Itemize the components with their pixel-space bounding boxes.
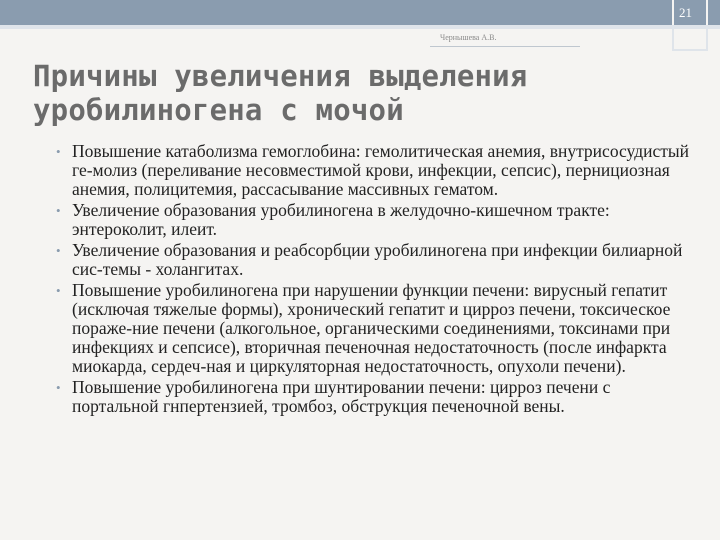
author-underline <box>430 46 580 47</box>
author-label: Чернышева А.В. <box>440 33 497 42</box>
bullet-text: Повышение уробилиногена при шунтировании печени: цирроз печени с портальной гнпертензией, тромбоз, обструкция печеночной вены. <box>72 377 611 416</box>
slide-title-line-1: Причины увеличения выделения <box>33 59 528 93</box>
slide-title-line-2: уробилиногена с мочой <box>33 93 404 127</box>
bullet-item <box>50 378 690 416</box>
page-number: 21 <box>679 5 692 20</box>
bullet-text: Повышение катаболизма гемоглобина: гемолитическая анемия, внутрисосудистый ге-молиз (переливание несовместимой крови, инфекции, сепсис), пернициозная анемия, полицитемия, рассасывание массивных гематом. <box>72 141 689 199</box>
bullet-icon: • <box>56 144 61 159</box>
bullet-text: Увеличение образования и реабсорбции уробилиногена при инфекции билиарной сис-темы - холангитах. <box>72 240 683 279</box>
bullet-text: Увеличение образования уробилиногена в желудочно-кишечном тракте: энтероколит, илеит. <box>72 200 610 239</box>
bullet-icon: • <box>56 243 61 258</box>
header-accent <box>672 29 708 51</box>
bullet-icon: • <box>56 203 61 218</box>
slide-title <box>33 59 673 127</box>
bullet-item <box>50 142 690 199</box>
bullet-icon: • <box>56 380 61 395</box>
bullet-item <box>50 241 690 279</box>
bullet-text: Повышение уробилиногена при нарушении функции печени: вирусный гепатит (исключая тяжелые формы), хронический гепатит и цирроз печени, токсическое пораже-ние печени (алкогольное, органическими соединениями, токсинами при инфекциях и сепсисе), вторичная печеночная недостаточность (после инфаркта миокарда, сердеч-ная и циркуляторная недостаточность, опухоли печени). <box>72 280 671 376</box>
page-number-box <box>672 0 708 25</box>
bullet-item <box>50 201 690 239</box>
bullet-icon: • <box>56 283 61 298</box>
bullet-list <box>50 142 690 418</box>
bullet-item <box>50 281 690 376</box>
header-stripe <box>0 25 720 29</box>
header-bar <box>0 0 720 25</box>
